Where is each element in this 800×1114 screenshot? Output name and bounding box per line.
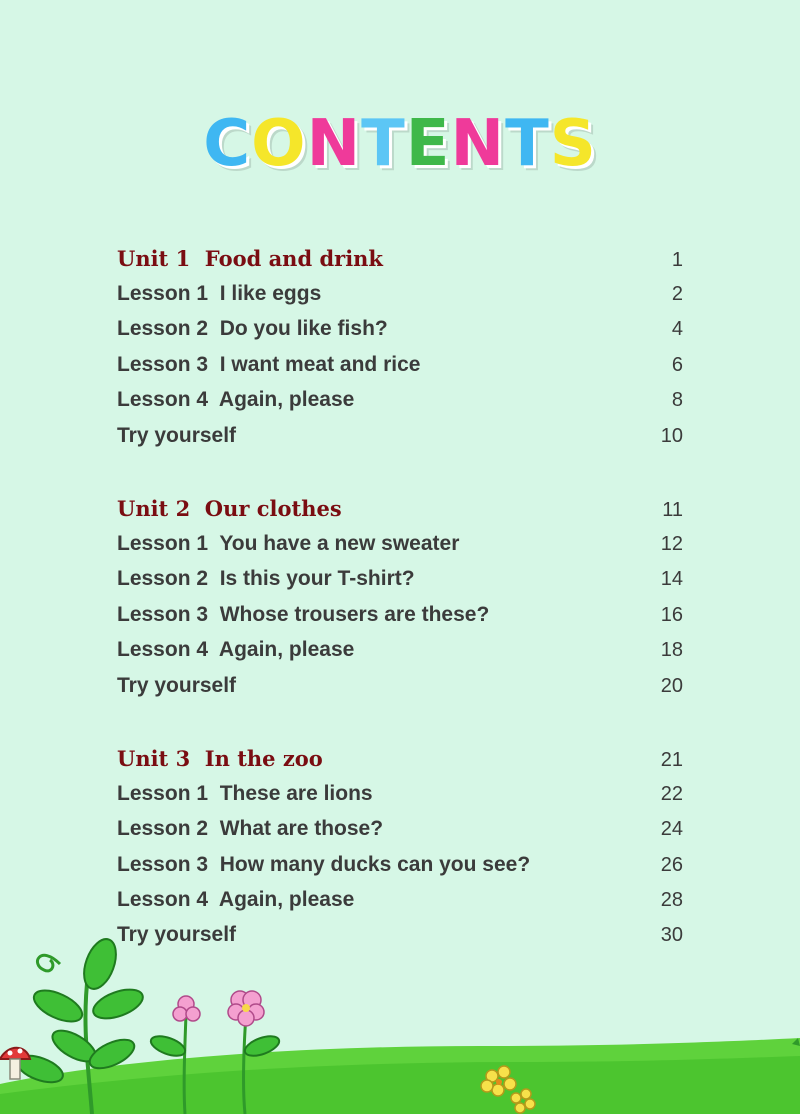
lesson-title: Lesson 1 I like eggs [117,282,322,305]
page-number: 24 [660,818,683,841]
lesson-title: Lesson 2 Do you like fish? [117,317,388,341]
lesson-title: Lesson 3 How many ducks can you see? [117,852,531,876]
lesson-row[interactable] [117,668,683,703]
page-number: 26 [660,853,683,876]
grass-plants-illustration [0,934,800,1114]
contents-title [203,107,597,181]
contents-title-wrap [0,107,800,181]
page-number: 18 [660,639,683,662]
lesson-row[interactable] [117,561,683,596]
section-gap [117,703,683,741]
section-gap [117,453,683,491]
lesson-title: Lesson 4 Again, please [117,388,355,412]
page-number: 14 [660,568,683,591]
title-letter: N [306,107,362,181]
page-number: 4 [671,318,683,341]
page-number: 2 [671,283,683,305]
title-letter: S [549,107,597,181]
title-letter: T [361,107,406,181]
lesson-title: Lesson 2 What are those? [117,817,384,841]
lesson-title: Lesson 4 Again, please [117,888,355,912]
page-number: 11 [662,498,683,521]
page-number: 8 [671,389,683,412]
page-number: 6 [671,353,683,376]
lesson-row[interactable] [117,418,683,453]
lesson-row[interactable] [117,776,683,811]
unit-heading-row[interactable] [117,741,683,776]
lesson-title: Try yourself [117,673,237,697]
page-number: 1 [671,249,683,271]
lesson-title: Lesson 4 Again, please [117,638,355,662]
title-letter: E [405,107,451,181]
lesson-row[interactable] [117,811,683,846]
lesson-title: Try yourself [117,923,237,947]
lesson-title: Lesson 1 These are lions [117,781,373,805]
title-letter: O [251,107,307,181]
lesson-row[interactable] [117,311,683,346]
title-letter: N [450,107,506,181]
lesson-title: Try yourself [117,423,237,447]
lesson-row[interactable] [117,382,683,417]
lesson-title: Lesson 3 Whose trousers are these? [117,602,490,626]
lesson-row[interactable] [117,526,683,561]
page-number: 28 [660,889,683,912]
lesson-title: Lesson 3 I want meat and rice [117,352,421,376]
page-number: 20 [660,674,683,697]
lesson-row[interactable] [117,347,683,382]
lesson-row[interactable] [117,597,683,632]
page-number: 10 [660,424,683,447]
unit-title: Unit 3 In the zoo [117,745,323,771]
unit-section [117,241,683,453]
lesson-title: Lesson 1 You have a new sweater [117,531,460,555]
page-number: 16 [660,603,683,626]
page-number: 30 [660,924,683,947]
title-letter: C [203,107,252,181]
lesson-row[interactable] [117,882,683,917]
title-letter: T [505,107,550,181]
unit-heading-row[interactable] [117,241,683,276]
page-number: 22 [660,782,683,805]
unit-heading-row[interactable] [117,491,683,526]
unit-title: Unit 2 Our clothes [117,495,342,521]
page-number: 21 [660,748,683,771]
lesson-title: Lesson 2 Is this your T-shirt? [117,567,415,591]
lesson-row[interactable] [117,847,683,882]
unit-section [117,491,683,703]
page-number: 12 [660,532,683,555]
unit-title: Unit 1 Food and drink [117,246,383,271]
table-of-contents [117,241,683,953]
lesson-row[interactable] [117,276,683,311]
unit-section [117,741,683,953]
lesson-row[interactable] [117,632,683,667]
